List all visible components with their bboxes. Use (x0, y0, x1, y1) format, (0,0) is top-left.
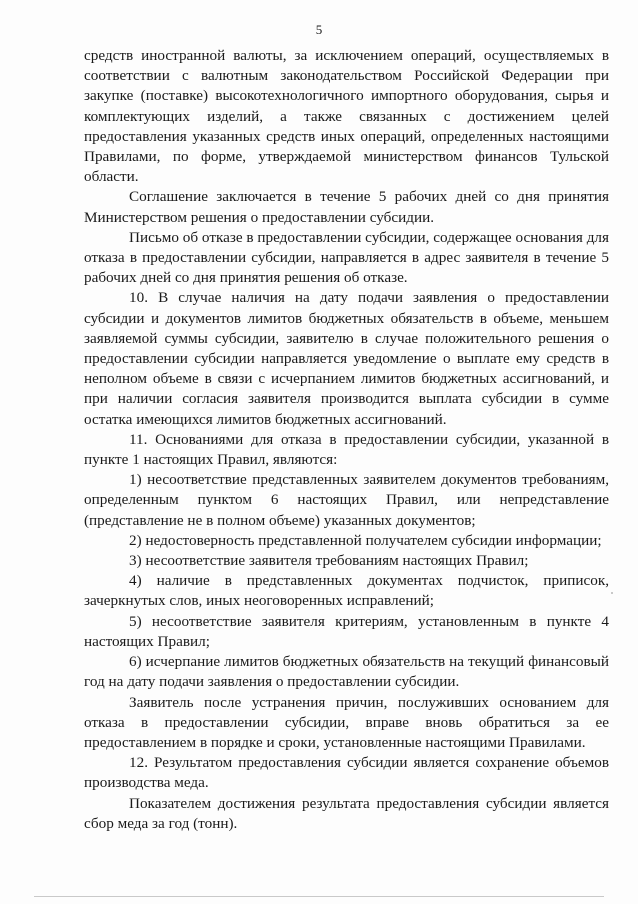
page-number: 5 (315, 22, 323, 37)
document-body (84, 46, 609, 834)
list-item-1: 1) несоответствие представленных заявителем документов требованиям, определенным пунктом 6 настоящих Правил, или непредставление (представление не в полном объеме) указанных документов; (84, 471, 609, 529)
paragraph-currency-agreement: средств иностранной валюты, за исключением операций, осуществляемых в соответствии с валютным законодательством Российской Федерации при закупке (поставке) высокотехнологичного импортного оборудования, сырья и комплектующих изделий, а также связанных с достижением целей предоставления указанных средств иных операций, определенных настоящими Правилами, по форме, утверждаемой министерством финансов Тульской области. (84, 47, 609, 186)
scan-artifact-dot (611, 592, 613, 594)
list-item-3: 3) несоответствие заявителя требованиям настоящих Правил; (129, 552, 529, 570)
list-item-4: 4) наличие в представленных документах подчисток, приписок, зачеркнутых слов, иных неоговоренных исправлений; (84, 572, 609, 610)
paragraph-item-10: 10. В случае наличия на дату подачи заявления о предоставлении субсидии и документов лимитов бюджетных обязательств в объеме, меньшем заявляемой суммы субсидии, заявителю в случае положительного решения о предоставлении субсидии направляется уведомление о выплате ему средств в неполном объеме в связи с исчерпанием лимитов бюджетных ассигнований, и при наличии согласия заявителя производится выплата субсидии в сумме остатка имеющихся лимитов бюджетных ассигнований. (84, 289, 609, 428)
paragraph-item-12: 12. Результатом предоставления субсидии является сохранение объемов производства меда. (84, 754, 609, 792)
scan-artifact-line (34, 896, 604, 897)
list-item-2: 2) недостоверность представленной получателем субсидии информации; (129, 531, 602, 549)
paragraph-agreement-term: Соглашение заключается в течение 5 рабочих дней со дня принятия Министерством решения о предоставлении субсидии. (84, 188, 609, 226)
list-item-6: 6) исчерпание лимитов бюджетных обязательств на текущий финансовый год на дату подачи заявления о предоставлении субсидии. (84, 653, 609, 691)
paragraph-indicator: Показателем достижения результата предоставления субсидии является сбор меда за год (тонн). (84, 794, 609, 832)
list-item-5: 5) несоответствие заявителя критериям, установленным в пункте 4 настоящих Правил; (84, 612, 609, 650)
paragraph-reapply: Заявитель после устранения причин, послуживших основанием для отказа в предоставлении субсидии, вправе вновь обратиться за ее предоставлением в порядке и сроки, установленные настоящими Правилами. (84, 693, 609, 751)
paragraph-refusal-letter: Письмо об отказе в предоставлении субсидии, содержащее основания для отказа в предоставлении субсидии, направляется в адрес заявителя в течение 5 рабочих дней со дня принятия решения об отказе. (84, 228, 609, 287)
paragraph-item-11: 11. Основаниями для отказа в предоставлении субсидии, указанной в пункте 1 настоящих Правил, являются: (84, 430, 609, 469)
